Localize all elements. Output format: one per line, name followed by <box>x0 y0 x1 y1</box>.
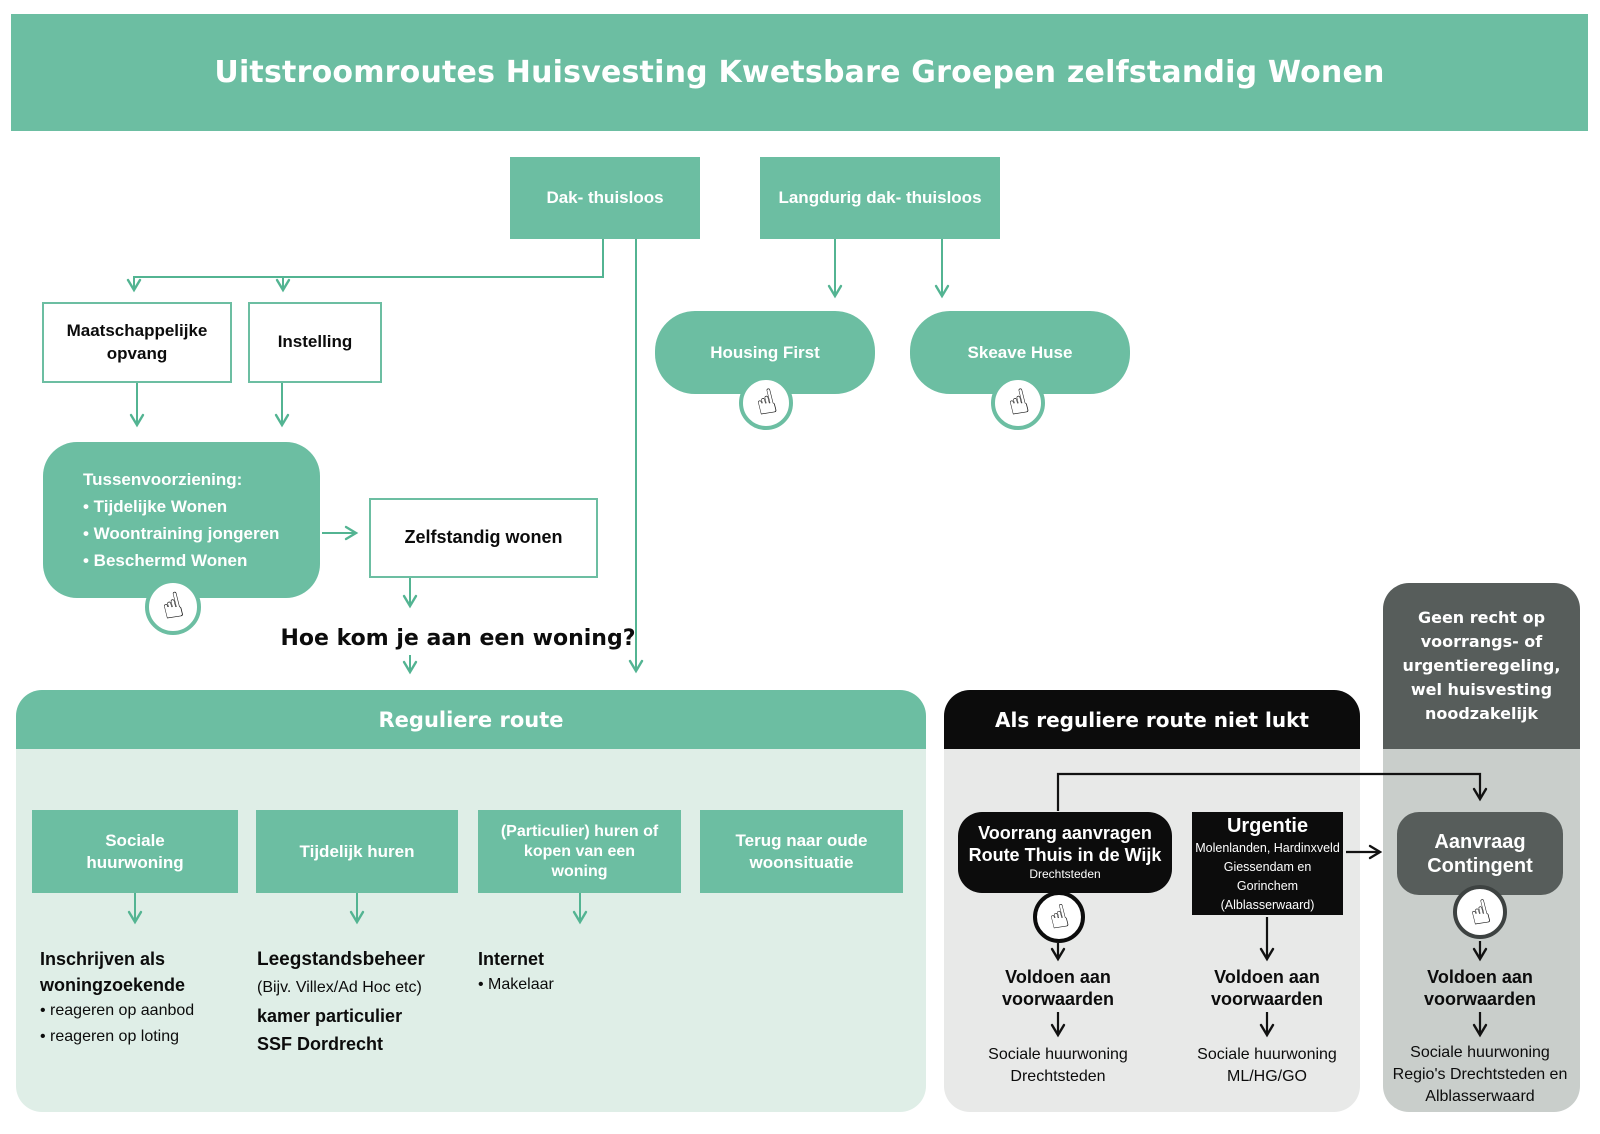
box-particulier-huren-kopen <box>478 810 681 893</box>
voldoen-label: Voldoen aan voorwaarden <box>1001 967 1115 1009</box>
box-urgentie <box>1192 812 1343 915</box>
pointing-hand-icon: ☝ <box>1465 890 1495 934</box>
node-tussenvoorziening[interactable] <box>43 442 320 598</box>
col2-line: (Bijv. Villex/Ad Hoc etc) <box>257 979 422 996</box>
tussenvoorziening-item: • Beschermd Wonen <box>83 551 248 570</box>
aanvraag-voldoen-text <box>1395 966 1565 1010</box>
panel-title: Geen recht op voorrangs- of urgentieregeling, wel huisvesting noodzakelijk <box>1402 608 1561 723</box>
voldoen-label: Voldoen aan voorwaarden <box>1210 967 1324 1009</box>
col2-line: SSF Dordrecht <box>257 1034 384 1054</box>
node-dak-thuisloos <box>510 157 700 239</box>
aanvraag-line: Aanvraag <box>1434 830 1526 853</box>
node-maatschappelijke-opvang <box>42 302 232 383</box>
col1-bullet: • reageren op loting <box>40 1028 180 1045</box>
box-label: (Particulier) huren of kopen van een woning <box>500 822 659 880</box>
pointing-hand-icon: ☝ <box>751 381 781 425</box>
result-label: Sociale huurwoning Regio's Drechtsteden en Alblasserwaard <box>1392 1044 1568 1105</box>
node-label: Housing First <box>710 342 820 362</box>
col1-title: Inschrijven als woningzoekende <box>40 949 186 995</box>
box-tijdelijk-huren <box>256 810 458 893</box>
box-label: Terug naar oude woonsituatie <box>735 831 868 872</box>
voldoen-label: Voldoen aan voorwaarden <box>1423 967 1537 1009</box>
skeave-huse-link-hand[interactable] <box>991 376 1045 430</box>
aanvraag-line: Contingent <box>1427 854 1533 877</box>
reguliere-col3-text <box>478 946 658 998</box>
voorrang-result-text <box>968 1044 1148 1088</box>
box-label: Tijdelijk huren <box>299 841 415 861</box>
tussenvoorziening-link-hand[interactable] <box>145 579 201 635</box>
col1-bullet: • reageren op aanbod <box>40 1002 195 1019</box>
aanvraag-result-text <box>1390 1042 1570 1108</box>
voorrang-link-hand[interactable] <box>1033 891 1085 943</box>
voorrang-voldoen-text <box>973 966 1143 1010</box>
box-sociale-huurwoning <box>32 810 238 893</box>
col3-title: Internet <box>478 949 545 969</box>
urgentie-voldoen-text <box>1182 966 1352 1010</box>
panel-title: Reguliere route <box>378 707 564 732</box>
voorrang-line: Voorrang aanvragen <box>978 823 1152 843</box>
page-title: Uitstroomroutes Huisvesting Kwetsbare Groepen zelfstandig Wonen <box>214 55 1385 90</box>
node-label: Instelling <box>277 332 353 352</box>
reguliere-route-header <box>16 690 926 749</box>
box-aanvraag-contingent[interactable] <box>1397 812 1563 895</box>
node-label: Zelfstandig wonen <box>404 527 563 548</box>
node-zelfstandig-wonen <box>369 498 598 578</box>
reguliere-route-body <box>16 749 926 1112</box>
reguliere-col1-text <box>40 946 230 1050</box>
urgentie-result-text <box>1177 1044 1357 1088</box>
tussenvoorziening-item: • Tijdelijke Wonen <box>83 497 228 516</box>
tussenvoorziening-title: Tussenvoorziening: <box>83 470 243 489</box>
node-label: Dak- thuisloos <box>546 188 664 208</box>
question-heading <box>258 626 658 651</box>
box-label: Sociale huurwoning <box>86 831 184 872</box>
pointing-hand-icon: ☝ <box>1003 381 1033 425</box>
result-label: Sociale huurwoning Drechtsteden <box>988 1046 1128 1085</box>
pointing-hand-icon: ☝ <box>1044 896 1074 938</box>
node-label: Langdurig dak- thuisloos <box>778 188 982 208</box>
urgentie-subline: Giessendam en Gorinchem <box>1223 859 1312 893</box>
geen-recht-header <box>1383 583 1580 749</box>
urgentie-title: Urgentie <box>1226 814 1309 837</box>
panel-title: Als reguliere route niet lukt <box>995 707 1309 732</box>
col2-line: kamer particulier <box>257 1006 403 1026</box>
niet-lukt-header <box>944 690 1360 749</box>
box-voorrang-aanvragen[interactable] <box>958 812 1172 893</box>
voorrang-subline: Drechtsteden <box>1029 867 1101 881</box>
node-label: Skeave Huse <box>967 342 1073 362</box>
node-langdurig-dak-thuisloos <box>760 157 1000 239</box>
aanvraag-link-hand[interactable] <box>1453 885 1507 939</box>
reguliere-col2-text <box>257 946 467 1058</box>
box-terug-naar-oude-woonsituatie <box>700 810 903 893</box>
pointing-hand-icon: ☝ <box>157 585 189 629</box>
node-instelling <box>248 302 382 383</box>
col2-line: Leegstandsbeheer <box>257 949 425 970</box>
urgentie-subline: Molenlanden, Hardinxveld <box>1195 840 1340 855</box>
title-banner <box>11 14 1588 131</box>
result-label: Sociale huurwoning ML/HG/GO <box>1197 1046 1337 1085</box>
col3-bullet: • Makelaar <box>478 976 554 993</box>
tussenvoorziening-item: • Woontraining jongeren <box>83 524 280 543</box>
node-label: Maatschappelijke opvang <box>66 321 208 363</box>
voorrang-line: Route Thuis in de Wijk <box>968 845 1162 865</box>
question-text: Hoe kom je aan een woning? <box>280 626 636 651</box>
urgentie-subline: (Alblasserwaard) <box>1220 897 1315 912</box>
housing-first-link-hand[interactable] <box>739 376 793 430</box>
